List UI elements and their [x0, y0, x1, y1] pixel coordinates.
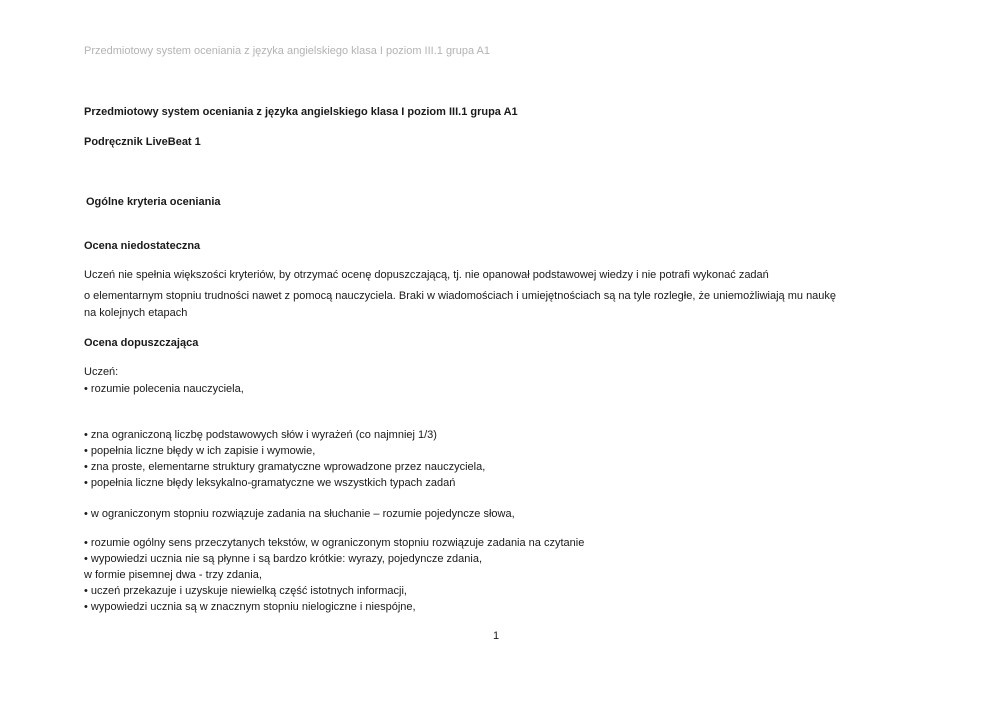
page-number: 1	[492, 630, 500, 642]
insufficient-heading: Ocena niedostateczna	[84, 240, 201, 252]
insufficient-text-line: o elementarnym stopniu trudności nawet z pomocą nauczyciela. Braki w wiadomościach i umiejętnościach są na tyle rozległe, że uniemożliwiają mu naukę	[84, 290, 837, 302]
general-criteria-heading: Ogólne kryteria oceniania	[86, 196, 221, 208]
criteria-item: • popełnia liczne błędy w ich zapisie i wymowie,	[84, 445, 316, 457]
textbook-name: Podręcznik LiveBeat 1	[84, 136, 201, 148]
criteria-item: • zna ograniczoną liczbę podstawowych słów i wyrażeń (co najmniej 1/3)	[84, 429, 437, 441]
insufficient-text-line: na kolejnych etapach	[84, 307, 188, 319]
sufficient-heading: Ocena dopuszczająca	[84, 337, 199, 349]
criteria-item: • uczeń przekazuje i uzyskuje niewielką część istotnych informacji,	[84, 585, 407, 597]
criteria-item: w formie pisemnej dwa - trzy zdania,	[84, 569, 262, 581]
criteria-item: • rozumie polecenia nauczyciela,	[84, 383, 244, 395]
criteria-item: • rozumie ogólny sens przeczytanych tekstów, w ograniczonym stopniu rozwiązuje zadania na czytanie	[84, 537, 585, 549]
criteria-item: • wypowiedzi ucznia nie są płynne i są bardzo krótkie: wyrazy, pojedyncze zdania,	[84, 553, 483, 565]
insufficient-text-line: Uczeń nie spełnia większości kryteriów, by otrzymać ocenę dopuszczającą, tj. nie opanował podstawowej wiedzy i nie potrafi wykonać zadań	[84, 269, 769, 281]
criteria-item: • wypowiedzi ucznia są w znacznym stopniu nielogiczne i niespójne,	[84, 601, 416, 613]
criteria-item: • popełnia liczne błędy leksykalno-gramatyczne we wszystkich typach zadań	[84, 477, 456, 489]
running-header: Przedmiotowy system oceniania z języka angielskiego klasa I poziom III.1 grupa A1	[84, 45, 490, 57]
criteria-item: • w ograniczonym stopniu rozwiązuje zadania na słuchanie – rozumie pojedyncze słowa,	[84, 508, 515, 520]
criteria-item: • zna proste, elementarne struktury gramatyczne wprowadzone przez nauczyciela,	[84, 461, 486, 473]
student-label: Uczeń:	[84, 366, 119, 378]
document-title: Przedmiotowy system oceniania z języka angielskiego klasa I poziom III.1 grupa A1	[84, 106, 518, 118]
